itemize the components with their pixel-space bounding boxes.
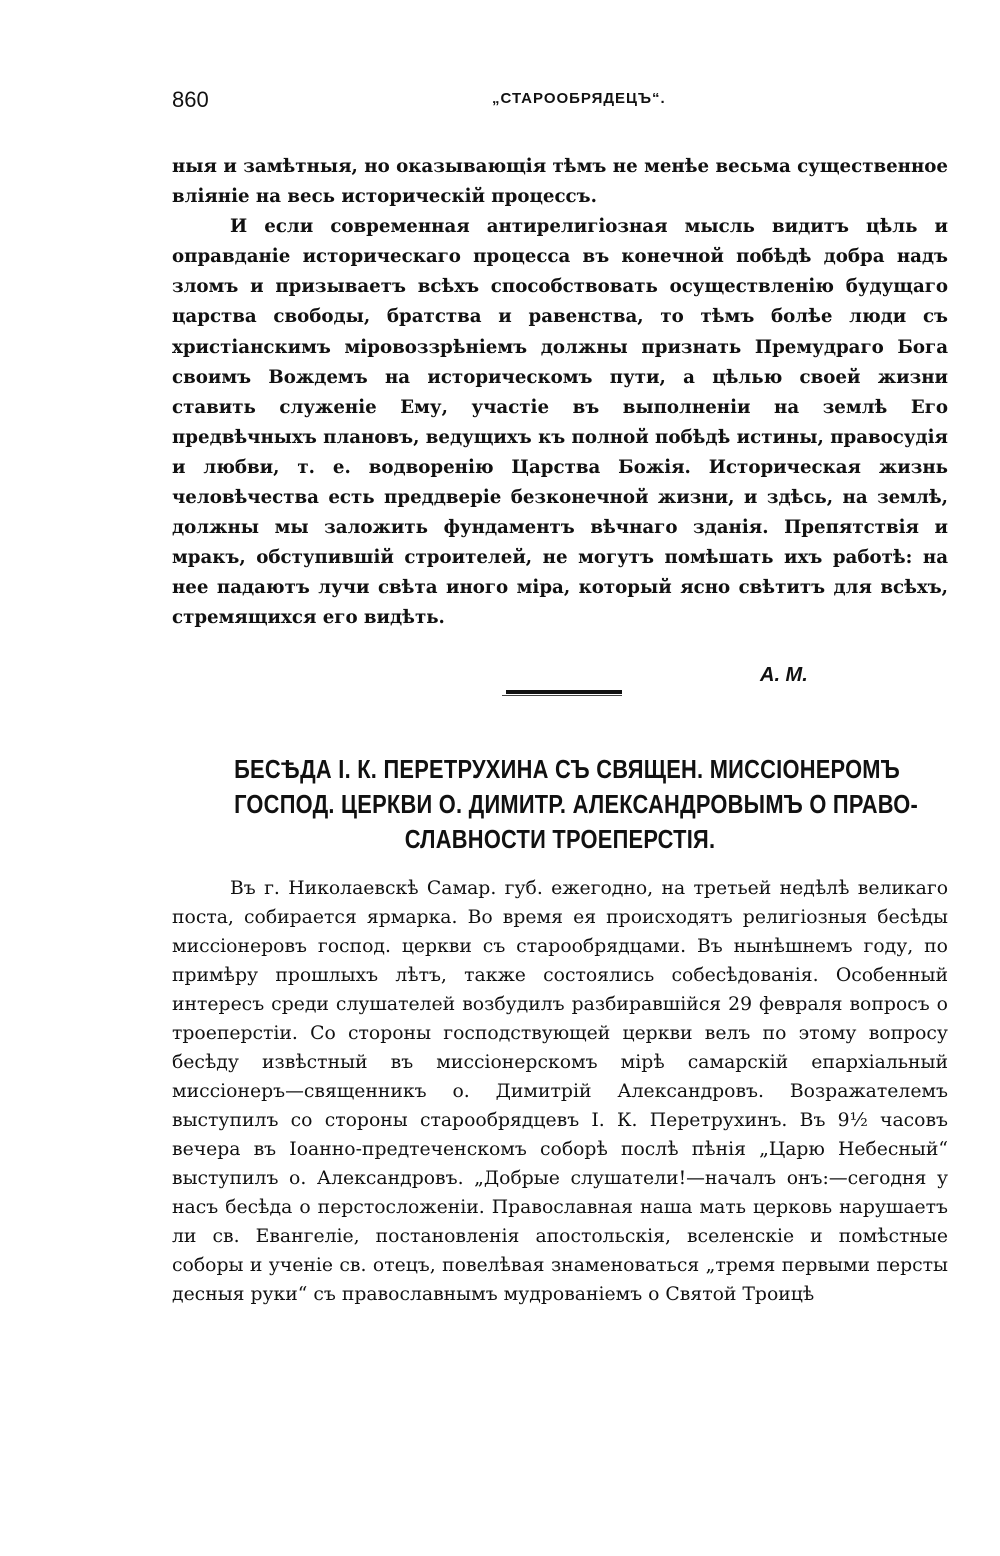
article-paragraph-1: Въ г. Николаевскѣ Самар. губ. ежегодно, на третьей недѣлѣ великаго поста, собирается ярмарка. Во время ея происходятъ религіозныя бесѣды миссіонеровъ господ. церкви съ старообрядцами. Въ нынѣшнемъ году, по примѣру прошлыхъ лѣтъ, также состоялись собесѣдованія. Особенный интересъ среди слушателей возбудилъ разбиравшійся 29 февраля вопросъ о троеперстіи. Со стороны господствующей церкви велъ по этому вопросу бесѣду извѣстный въ миссіонерскомъ мірѣ самарскій епархіальный миссіонеръ—священникъ о. Димитрій Александровъ. Возражателемъ выступилъ со стороны старообрядцевъ І. К. Перетрухинъ. Въ 9½ часовъ вечера въ Іоанно-предтеченскомъ соборѣ послѣ пѣнія „Царю Небесный“ выступилъ о. Александровъ. „Добрые слушатели!—началъ онъ:—сегодня у насъ бесѣда о перстосложеніи. Православная наша мать церковь нарушаетъ ли св. Евангеліе, постановленія апостольскія, вселенскіе и помѣстные соборы и ученіе св. отецъ, повелѣвая знаменоваться „тремя первыми персты десныя руки“ съ православнымъ мудрованіемъ о Святой Троицѣ: [172, 878, 948, 1305]
article-body: [172, 874, 948, 1309]
continuation-text: [172, 152, 948, 634]
article-title-line-1: БЕСѢДА І. К. ПЕРЕТРУХИНА СЪ СВЯЩЕН. МИССІОНЕРОМЪ: [234, 754, 901, 784]
section-divider: [502, 688, 622, 697]
page-header: [172, 86, 948, 116]
article-title: [234, 752, 919, 857]
article-title-line-3: СЛАВНОСТИ ТРОЕПЕРСТІЯ.: [404, 824, 716, 854]
running-title: „СТАРООБРЯДЕЦЪ“.: [492, 90, 666, 107]
article-title-line-2: ГОСПОД. ЦЕРКВИ О. ДИМИТР. АЛЕКСАНДРОВЫМЪ О ПРАВО-: [234, 789, 919, 819]
continuation-paragraph-1: ныя и замѣтныя, но оказывающія тѣмъ не менѣе весьма существенное вліяніе на весь историческій процессъ.: [172, 156, 948, 208]
page-number: 860: [172, 87, 209, 112]
continuation-paragraph-2: И если современная антирелигіозная мысль видитъ цѣль и оправданіе историческаго процесса въ конечной побѣдѣ добра надъ зломъ и призываетъ всѣхъ способствовать осуществленію будущаго царства свободы, братства и равенства, то тѣмъ болѣе люди съ христіанскимъ міровоззрѣніемъ должны признать Премудраго Бога своимъ Вождемъ на историческомъ пути, а цѣлью своей жизни ставить служеніе Ему, участіе въ выполненіи на землѣ Его предвѣчныхъ плановъ, ведущихъ къ полной побѣдѣ истины, правосудія и любви, т. е. водворенію Царства Божія. Историческая жизнь человѣчества есть преддверіе безконечной жизни, и здѣсь, на землѣ, должны мы заложить фундаментъ вѣчнаго зданія. Препятствія и мракъ, обступившій строителей, не могутъ помѣшать ихъ работѣ: на нее падаютъ лучи свѣта иного міра, который ясно свѣтитъ для всѣхъ, стремящихся его видѣть.: [172, 216, 948, 629]
author-signature: А. М.: [760, 664, 808, 686]
